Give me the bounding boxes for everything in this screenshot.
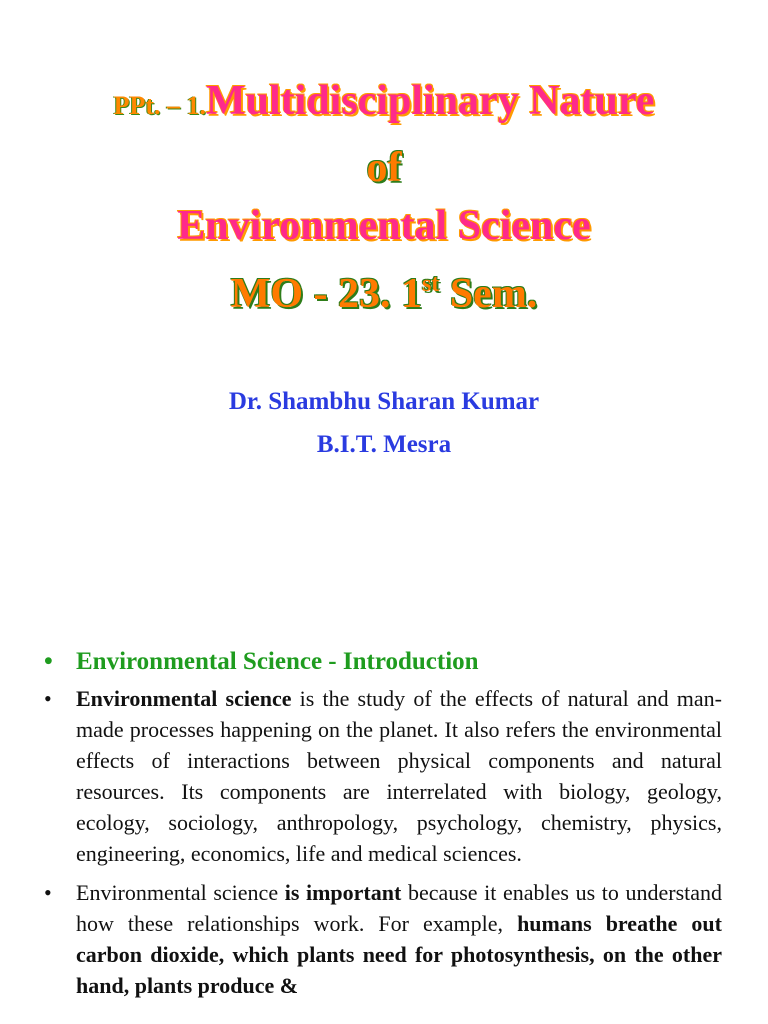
bullet-importance-text-b: because it enables us to understand how these relationships work. For example, xyxy=(76,880,723,936)
bullet-importance-bold-b: humans breathe out carbon dioxide, which plants need for photosynthesis, on the other hand, plants produce & xyxy=(76,911,722,998)
slide-content xyxy=(44,646,722,1009)
slide-title xyxy=(0,72,768,323)
title-main-text: Multidisciplinary Nature xyxy=(206,78,655,124)
title-line-4 xyxy=(0,255,768,323)
title-line-3: Environmental Science xyxy=(177,203,591,249)
ordinal-suffix: st xyxy=(421,271,440,297)
bullet-importance-text-a: Environmental science xyxy=(76,880,285,905)
title-line-2: of xyxy=(366,145,402,191)
bullet-importance-bold-a: is important xyxy=(284,880,402,905)
bullet-definition-text: is the study of the effects of natural and man-made processes happening on the planet. It also refers the environmental effects of interactions between physical components and natural resources. Its components are interrelated with biology, geology, ecology, sociology, anthropology, psychology, chemistry, physics, engineering, economics, life and medical sciences. xyxy=(76,686,723,866)
section-heading: • Environmental Science - Introduction xyxy=(44,646,722,677)
semester-label: Sem. xyxy=(439,271,538,317)
bullet-importance xyxy=(44,877,722,1001)
bullet-definition-bold: Environmental science xyxy=(76,686,292,711)
title-prefix: PPt. – 1. xyxy=(113,91,206,120)
author-institution: B.I.T. Mesra xyxy=(316,431,452,458)
title-line-1 xyxy=(0,72,768,139)
author-name: Dr. Shambhu Sharan Kumar xyxy=(228,388,540,415)
bullet-definition xyxy=(44,683,722,869)
course-code: MO - 23. 1 xyxy=(230,271,422,317)
